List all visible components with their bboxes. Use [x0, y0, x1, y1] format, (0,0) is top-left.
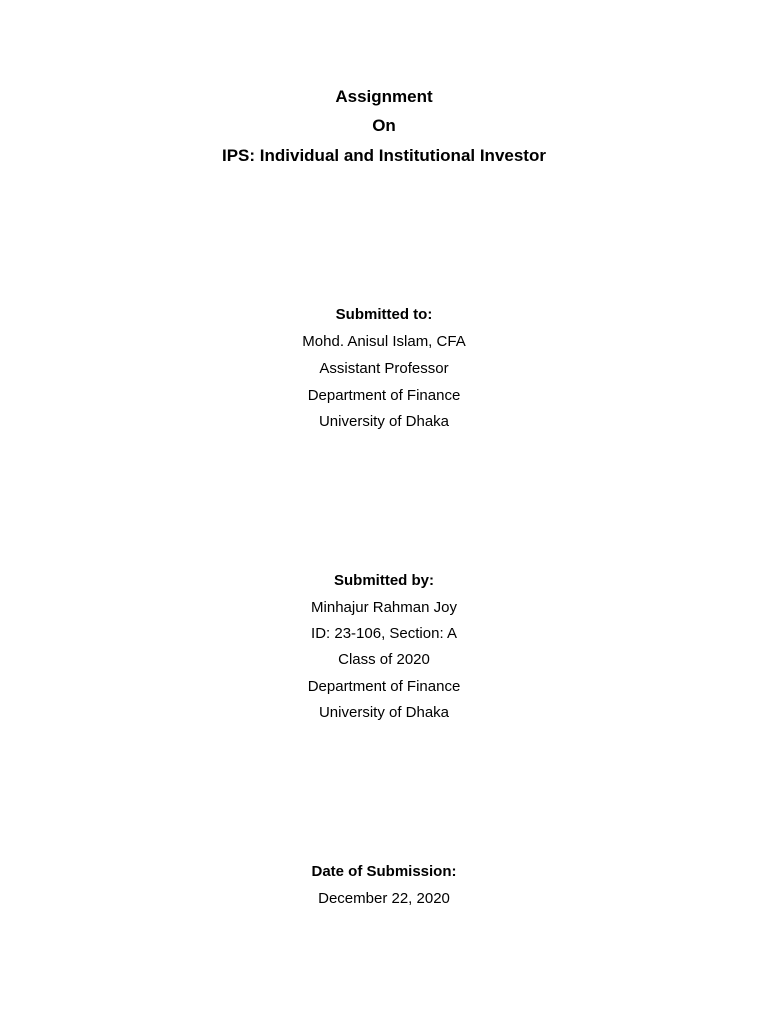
title-topic: IPS: Individual and Institutional Investor [222, 146, 546, 165]
submitted-by-department: Department of Finance [307, 678, 461, 695]
title-assignment: Assignment [335, 87, 433, 106]
submitted-by-university: University of Dhaka [318, 704, 450, 721]
title-on: On [372, 116, 396, 135]
submission-date: December 22, 2020 [318, 890, 450, 907]
submitted-to-university: University of Dhaka [318, 413, 450, 430]
submitted-to-heading: Submitted to: [335, 306, 433, 323]
submitted-to-designation: Assistant Professor [319, 360, 449, 377]
submitted-by-heading: Submitted by: [334, 572, 434, 589]
submitted-to-name: Mohd. Anisul Islam, CFA [302, 333, 466, 350]
submission-date-heading: Date of Submission: [311, 863, 457, 880]
submitted-to-department: Department of Finance [307, 387, 461, 404]
submitted-by-name: Minhajur Rahman Joy [311, 599, 457, 616]
submitted-by-id-section: ID: 23-106, Section: A [311, 625, 457, 642]
submitted-by-class: Class of 2020 [338, 651, 430, 668]
